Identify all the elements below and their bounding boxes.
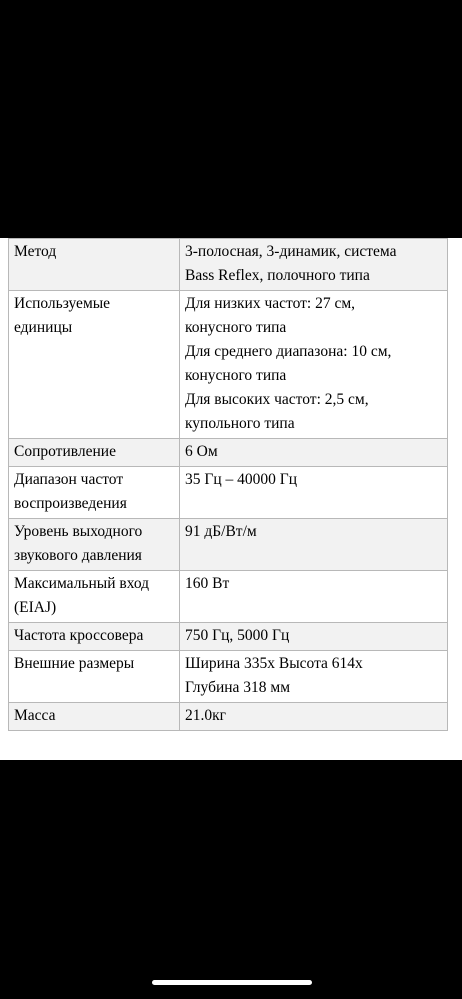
table-row: [9, 703, 448, 731]
spec-value: 160 Вт: [180, 571, 448, 623]
top-black-area: [0, 0, 462, 238]
spec-value: 3-полосная, 3-динамик, система Bass Reflex, полочного типа: [180, 239, 448, 291]
spec-key: Частота кроссовера: [9, 623, 180, 651]
spec-value: 750 Гц, 5000 Гц: [180, 623, 448, 651]
table-row: [9, 239, 448, 291]
spec-key: Максимальный вход (EIAJ): [9, 571, 180, 623]
table-row: [9, 623, 448, 651]
spec-key: Уровень выходного звукового давления: [9, 519, 180, 571]
spec-value: 91 дБ/Вт/м: [180, 519, 448, 571]
document-page: [0, 238, 462, 760]
spec-value: Для низких частот: 27 см, конусного типа Для среднего диапазона: 10 см, конусного типа Для высоких частот: 2,5 см, купольного типа: [180, 291, 448, 439]
spec-key: Масса: [9, 703, 180, 731]
table-row: [9, 467, 448, 519]
spec-key: Используемые единицы: [9, 291, 180, 439]
spec-value: 35 Гц – 40000 Гц: [180, 467, 448, 519]
spec-value: Ширина 335х Высота 614х Глубина 318 мм: [180, 651, 448, 703]
specification-table: [8, 238, 448, 731]
table-row: [9, 439, 448, 467]
spec-key: Сопротивление: [9, 439, 180, 467]
table-row: [9, 651, 448, 703]
table-row: [9, 519, 448, 571]
spec-key: Метод: [9, 239, 180, 291]
home-indicator-bar[interactable]: [152, 980, 312, 985]
spec-value: 6 Ом: [180, 439, 448, 467]
table-row: [9, 291, 448, 439]
table-row: [9, 571, 448, 623]
spec-key: Диапазон частот воспроизведения: [9, 467, 180, 519]
spec-value: 21.0кг: [180, 703, 448, 731]
spec-key: Внешние размеры: [9, 651, 180, 703]
